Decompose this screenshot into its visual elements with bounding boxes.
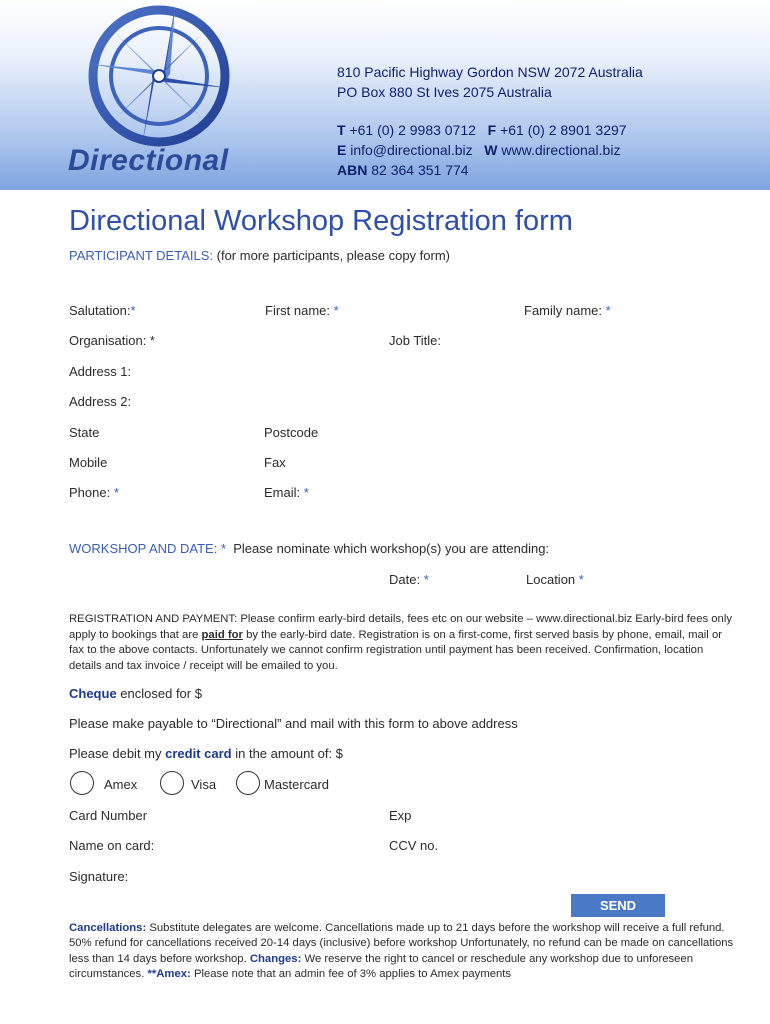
contact-block	[337, 62, 643, 180]
family-name-field[interactable]: Family name: *	[524, 303, 611, 318]
amex-radio[interactable]	[70, 771, 94, 795]
phone-field[interactable]: Phone: *	[69, 485, 119, 500]
abn-line: ABN 82 364 351 774	[337, 162, 469, 178]
amex-label: Amex	[104, 777, 138, 792]
credit-card-debit-line[interactable]: Please debit my credit card in the amount of: $	[69, 746, 343, 761]
registration-payment-text: REGISTRATION AND PAYMENT: Please confirm early-bird details, fees etc on our website – www.directional.biz Early-bird fees only apply to bookings that are paid for by the early-bird date. Registration is on a first-come, first served basis by phone, email, mail or fax to the above contacts. Unfortunately we cannot confirm registration until payment has been received. Confirmation, location details and tax invoice / receipt will be emailed to you.	[69, 613, 732, 672]
letterhead	[0, 0, 770, 190]
expiry-field[interactable]: Exp	[389, 808, 412, 823]
visa-label: Visa	[191, 777, 217, 792]
send-button[interactable]: SEND	[571, 894, 665, 917]
fax-number: +61 (0) 2 8901 3297	[500, 122, 627, 138]
email-field[interactable]: Email: *	[264, 485, 309, 500]
salutation-field[interactable]: Salutation:*	[69, 303, 136, 318]
workshop-date-heading: WORKSHOP AND DATE: * Please nominate which workshop(s) you are attending:	[69, 541, 550, 556]
mastercard-radio[interactable]	[236, 771, 260, 795]
card-number-field[interactable]: Card Number	[69, 808, 148, 823]
postcode-field[interactable]: Postcode	[264, 425, 319, 440]
logo-wordmark: Directional	[68, 144, 229, 177]
ccv-field[interactable]: CCV no.	[389, 838, 439, 853]
phone-number: +61 (0) 2 9983 0712	[349, 122, 476, 138]
signature-field[interactable]: Signature:	[69, 869, 129, 884]
visa-radio[interactable]	[160, 771, 184, 795]
job-title-field[interactable]: Job Title:	[389, 333, 442, 348]
page-title: Directional Workshop Registration form	[69, 205, 573, 237]
website-link[interactable]: www.directional.biz	[501, 142, 621, 158]
cancellation-policy-text: Cancellations: Substitute delegates are welcome. Cancellations made up to 21 days before the workshop will receive a full refund. 50% refund for cancellations received 20-14 days (inclusive) before workshop Unfortunately, no refund can be made on cancellations less than 14 days before workshop. Changes: We reserve the right to cancel or reschedule any workshop due to unforeseen circumstances. **Amex: Please note that an admin fee of 3% applies to Amex payments	[69, 922, 734, 980]
street-address: 810 Pacific Highway Gordon NSW 2072 Australia	[337, 64, 643, 80]
email-web-line: E info@directional.biz W www.directional.biz	[337, 142, 621, 158]
name-on-card-field[interactable]: Name on card:	[69, 838, 155, 853]
date-field[interactable]: Date: *	[389, 572, 429, 587]
participant-details-heading: PARTICIPANT DETAILS: (for more participants, please copy form)	[69, 248, 450, 263]
phone-fax-line: T +61 (0) 2 9983 0712 F +61 (0) 2 8901 3297	[337, 122, 627, 138]
mastercard-label: Mastercard	[264, 777, 330, 792]
email-address[interactable]: info@directional.biz	[350, 142, 473, 158]
po-box-address: PO Box 880 St Ives 2075 Australia	[337, 84, 552, 100]
address-1-field[interactable]: Address 1:	[69, 364, 132, 379]
fax-field[interactable]: Fax	[264, 455, 286, 470]
cheque-line[interactable]: Cheque enclosed for $	[69, 686, 202, 701]
state-field[interactable]: State	[69, 425, 100, 440]
address-2-field[interactable]: Address 2:	[69, 394, 132, 409]
location-field[interactable]: Location *	[526, 572, 584, 587]
payable-instructions: Please make payable to “Directional” and mail with this form to above address	[69, 716, 518, 731]
abn-number: 82 364 351 774	[371, 162, 469, 178]
mobile-field[interactable]: Mobile	[69, 455, 108, 470]
organisation-field[interactable]: Organisation: *	[69, 333, 155, 348]
first-name-field[interactable]: First name: *	[265, 303, 339, 318]
